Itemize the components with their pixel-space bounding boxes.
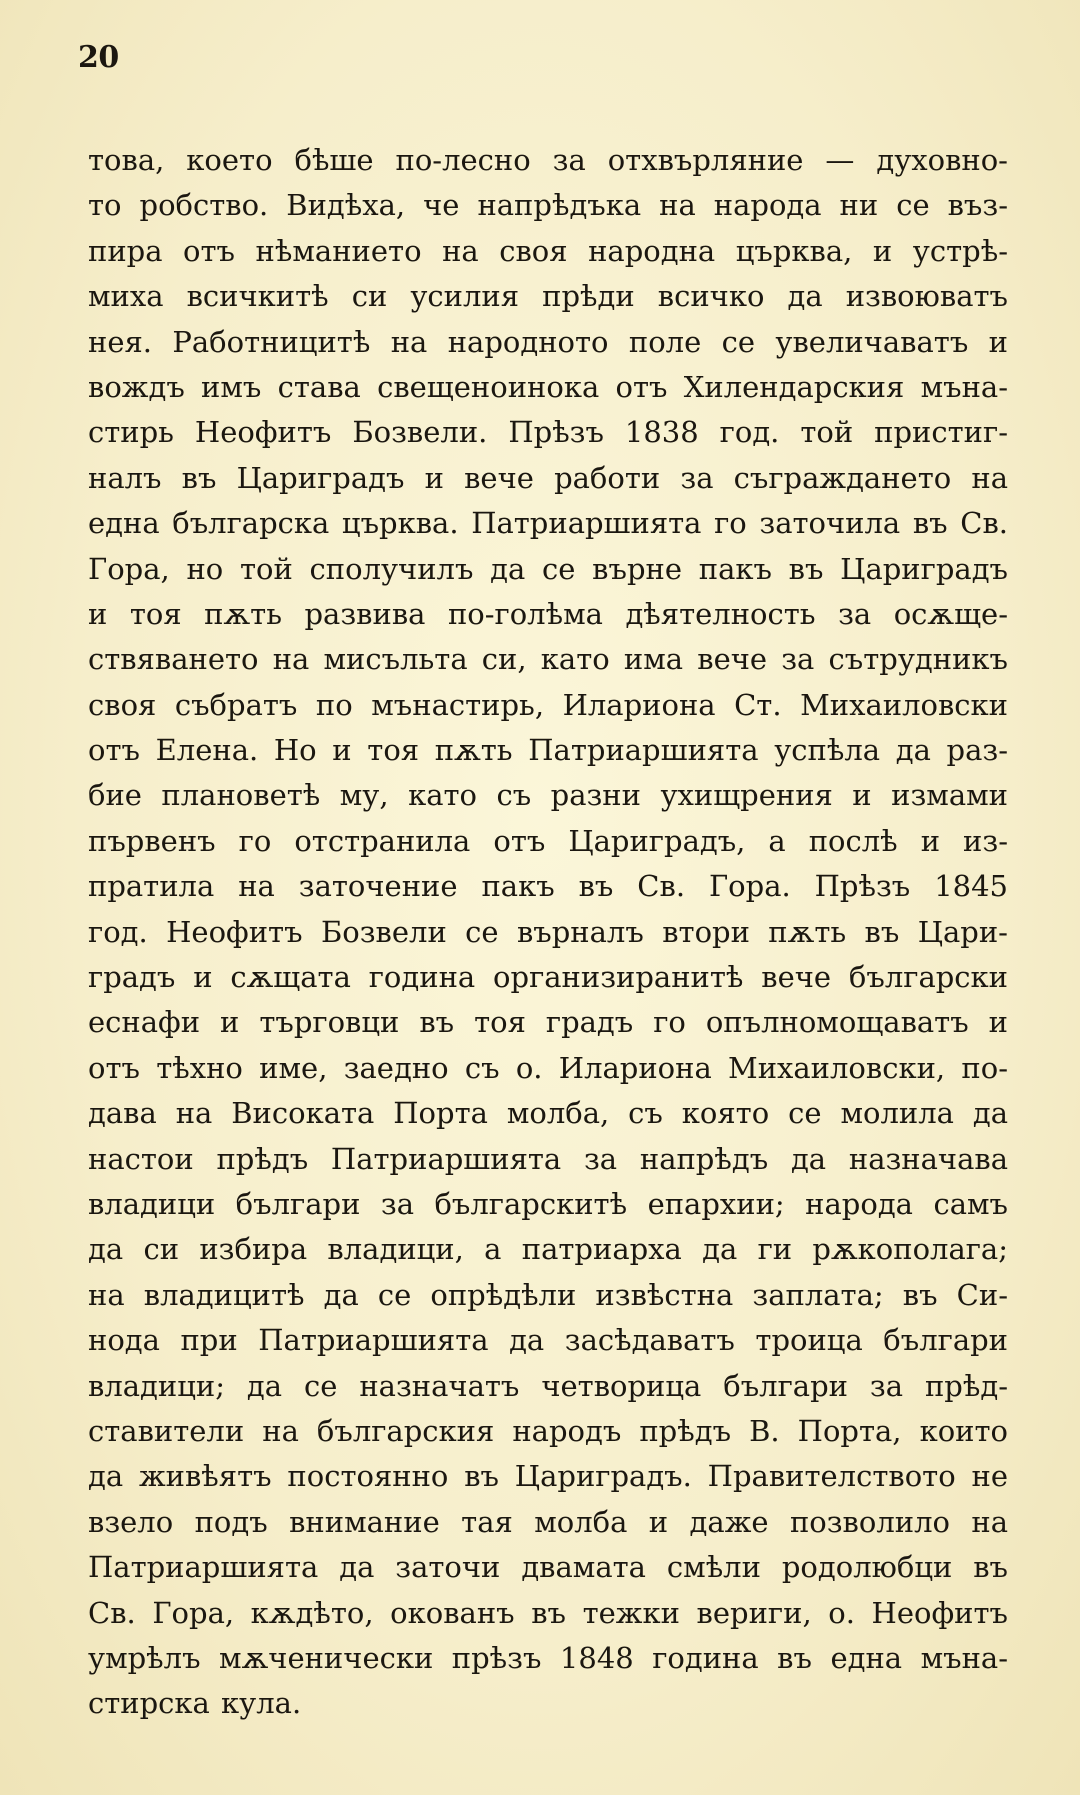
text-line: градъ и сѫщата година организиранитѣ вече български [88,960,1008,995]
text-line: Патриаршията да заточи двамата смѣли родолюбци въ [88,1550,1008,1585]
text-line: на владицитѣ да се опрѣдѣли извѣстна заплата; въ Си- [88,1277,1008,1312]
text-line: Св. Гора, кѫдѣто, окованъ въ тежки вериги, о. Неофитъ [88,1595,1008,1630]
text-line: ставители на българския народъ прѣдъ В. Порта, които [88,1413,1008,1448]
text-line: умрѣлъ мѫченически прѣзъ 1848 година въ една мъна- [88,1640,1008,1675]
text-line: отъ Елена. Но и тоя пѫть Патриаршията успѣла да раз- [88,733,1008,768]
text-line: да живѣятъ постоянно въ Цариградъ. Правителството не [88,1459,1008,1494]
body-text [88,138,1008,1727]
text-line: ствяването на мисъльта си, като има вече за сътрудникъ [88,642,1008,677]
text-line: да си избира владици, а патриарха да ги рѫкополага; [88,1232,1008,1267]
text-line: пира отъ нѣманието на своя народна църква, и устрѣ- [88,233,1008,268]
text-line: и тоя пѫть развива по-голѣма дѣятелность за осѫще- [88,596,1008,631]
text-line: една българска църква. Патриаршията го заточила въ Св. [88,506,1008,541]
text-line: бие плановетѣ му, като съ разни ухищрения и измами [88,778,1008,813]
text-line: Гора, но той сполучилъ да се върне пакъ въ Цариградъ [88,551,1008,586]
text-line: взело подъ внимание тая молба и даже позволило на [88,1504,1008,1539]
text-line: настои прѣдъ Патриаршията за напрѣдъ да назначава [88,1141,1008,1176]
text-line: стирска кула. [88,1686,302,1721]
text-line: нея. Работницитѣ на народното поле се увеличаватъ и [88,324,1008,359]
page-number: 20 [78,40,119,75]
text-line: то робство. Видѣха, че напрѣдъка на народа ни се въз- [88,188,1008,223]
text-line: първенъ го отстранила отъ Цариградъ, а послѣ и из- [88,823,1008,858]
text-line: пратила на заточение пакъ въ Св. Гора. Прѣзъ 1845 [88,869,1008,904]
text-line: стирь Неофитъ Бозвели. Прѣзъ 1838 год. той пристиг- [88,415,1008,450]
text-line: вождъ имъ става свещеноинока отъ Хилендарския мъна- [88,369,1008,404]
text-line: миха всичкитѣ си усилия прѣди всичко да извоюватъ [88,279,1008,314]
text-line: дава на Високата Порта молба, съ която се молила да [88,1096,1008,1131]
text-line: владици; да се назначатъ четворица българи за прѣд- [88,1368,1008,1403]
text-line: нода при Патриаршията да засѣдаватъ троица българи [88,1323,1008,1358]
text-line: владици българи за българскитѣ епархии; народа самъ [88,1186,1008,1221]
text-line: еснафи и търговци въ тоя градъ го опълномощаватъ и [88,1005,1008,1040]
text-line: отъ тѣхно име, заедно съ о. Илариона Михаиловски, по- [88,1050,1008,1085]
text-line: своя събратъ по мънастирь, Илариона Ст. Михаиловски [88,687,1008,722]
text-line: това, което бѣше по-лесно за отхвърляние — духовно- [88,143,1008,177]
text-line: налъ въ Цариградъ и вече работи за съграждането на [88,460,1008,495]
text-line: год. Неофитъ Бозвели се върналъ втори пѫть въ Цари- [88,914,1008,949]
